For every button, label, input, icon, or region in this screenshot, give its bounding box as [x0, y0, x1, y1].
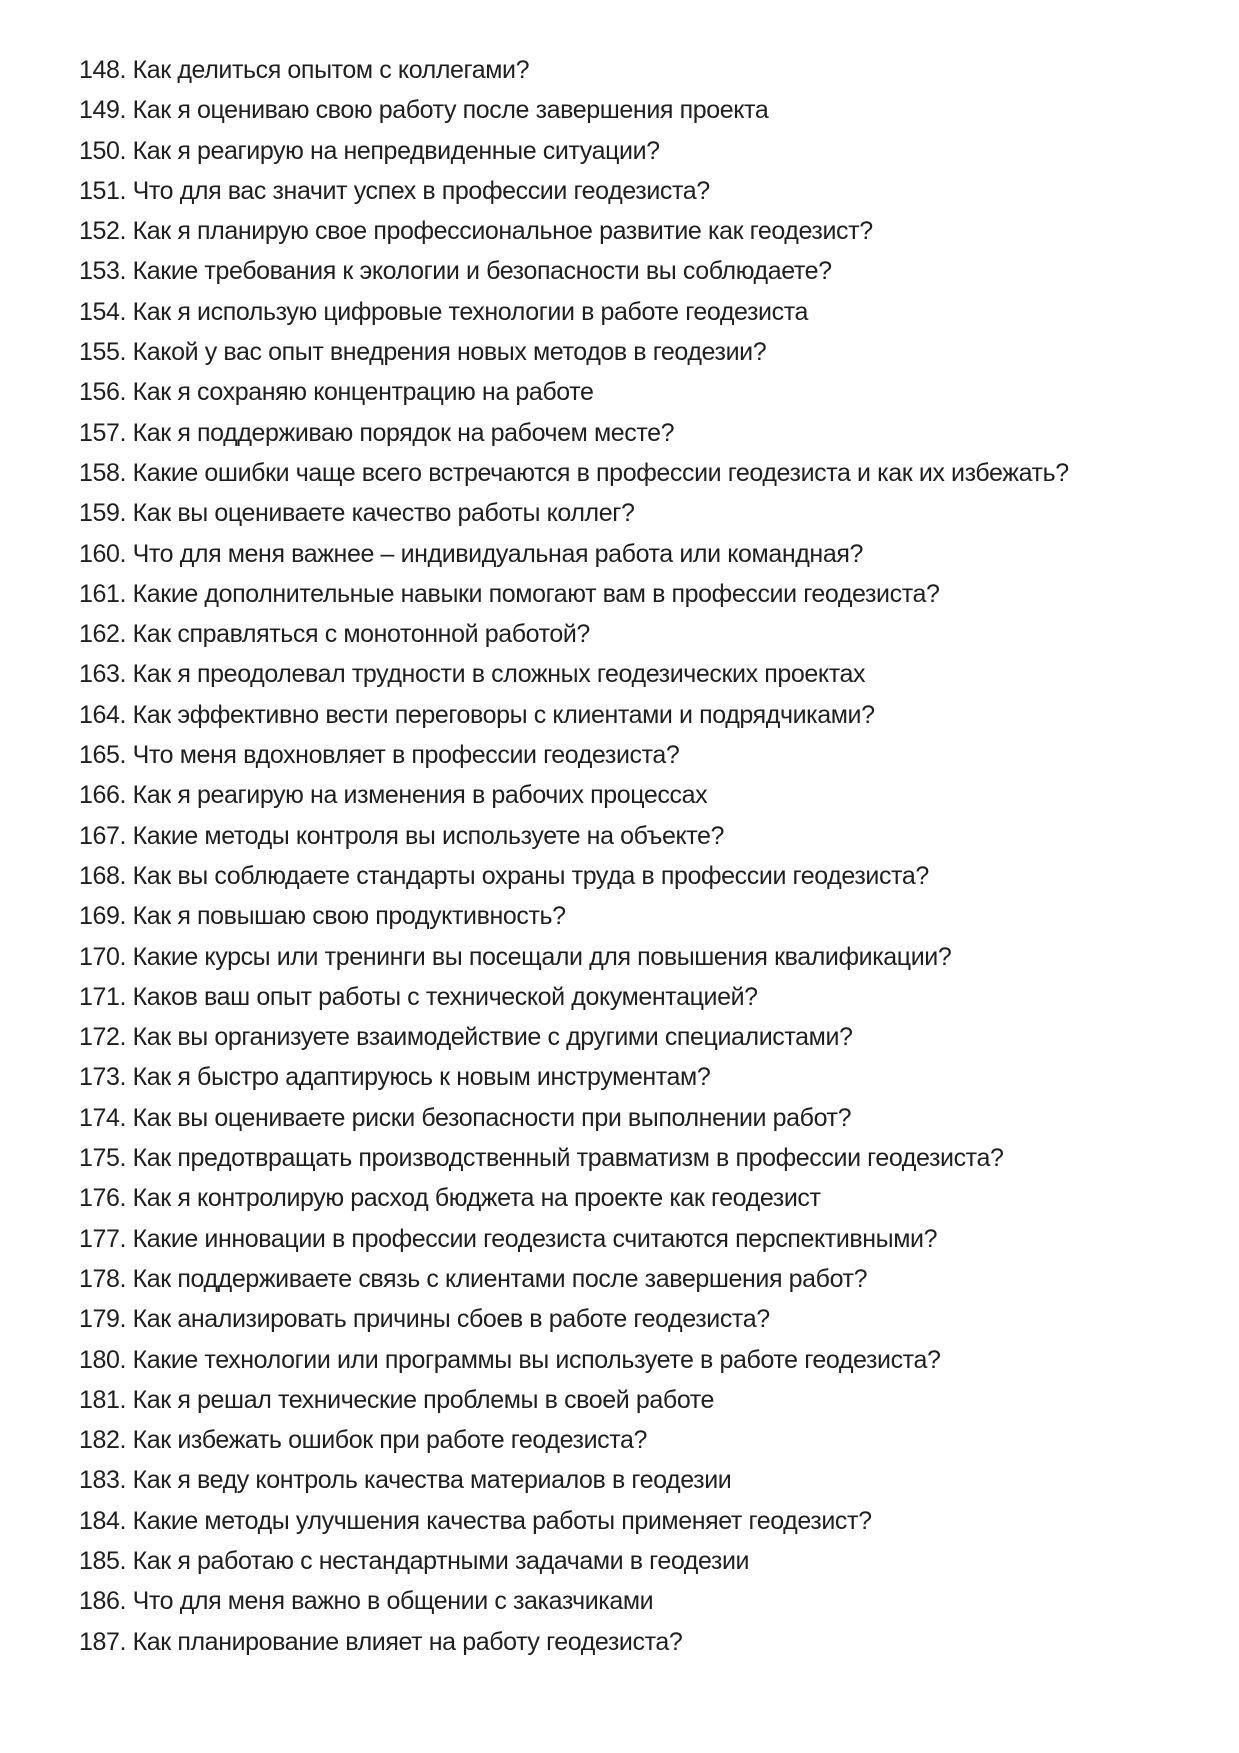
question-number: 186. — [79, 1587, 127, 1616]
question-number: 159. — [79, 499, 127, 528]
question-item — [79, 50, 1199, 90]
question-text: Что для меня важнее – индивидуальная работа или командная? — [132, 539, 863, 568]
question-item — [79, 1098, 1199, 1138]
question-item — [79, 1219, 1199, 1259]
question-item — [79, 453, 1199, 493]
question-number: 173. — [79, 1063, 127, 1092]
question-text: Какие методы улучшения качества работы применяет геодезист? — [132, 1506, 872, 1535]
question-number: 179. — [79, 1305, 127, 1334]
question-number: 172. — [79, 1023, 127, 1052]
question-text: Как я реагирую на изменения в рабочих процессах — [132, 781, 708, 810]
question-number: 180. — [79, 1345, 127, 1374]
question-item — [79, 1501, 1199, 1541]
question-text: Какой у вас опыт внедрения новых методов в геодезии? — [132, 338, 767, 367]
question-number: 167. — [79, 821, 127, 850]
question-text: Как я контролирую расход бюджета на проекте как геодезист — [132, 1184, 821, 1213]
question-number: 169. — [79, 902, 127, 931]
question-text: Как я поддерживаю порядок на рабочем месте? — [132, 418, 675, 447]
question-text: Как планирование влияет на работу геодезиста? — [132, 1627, 683, 1656]
question-number: 157. — [79, 418, 127, 447]
question-item — [79, 251, 1199, 291]
question-number: 185. — [79, 1546, 127, 1575]
question-text: Какие дополнительные навыки помогают вам в профессии геодезиста? — [132, 579, 940, 608]
question-number: 153. — [79, 257, 127, 286]
question-item — [79, 211, 1199, 251]
question-number: 151. — [79, 176, 127, 205]
question-item — [79, 896, 1199, 936]
question-text: Как я сохраняю концентрацию на работе — [132, 378, 594, 407]
question-item — [79, 816, 1199, 856]
question-item — [79, 90, 1199, 130]
question-item — [79, 372, 1199, 412]
question-item — [79, 292, 1199, 332]
question-item — [79, 574, 1199, 614]
question-number: 178. — [79, 1264, 127, 1293]
question-item — [79, 856, 1199, 896]
question-number: 170. — [79, 942, 127, 971]
question-text: Что для вас значит успех в профессии геодезиста? — [132, 176, 710, 205]
question-text: Как вы оцениваете качество работы коллег? — [132, 499, 635, 528]
question-item — [79, 1460, 1199, 1500]
question-text: Как я решал технические проблемы в своей работе — [132, 1385, 715, 1414]
question-item — [79, 654, 1199, 694]
question-number: 148. — [79, 56, 127, 84]
question-number: 158. — [79, 458, 127, 487]
question-number: 184. — [79, 1506, 127, 1535]
question-number: 154. — [79, 297, 127, 326]
question-number: 152. — [79, 217, 127, 246]
question-item — [79, 1299, 1199, 1339]
question-text: Как предотвращать производственный травматизм в профессии геодезиста? — [132, 1144, 1004, 1173]
question-text: Как анализировать причины сбоев в работе геодезиста? — [132, 1305, 770, 1334]
question-number: 166. — [79, 781, 127, 810]
question-number: 187. — [79, 1627, 127, 1656]
question-number: 164. — [79, 700, 127, 729]
question-item — [79, 1420, 1199, 1460]
question-text: Как я оцениваю свою работу после завершения проекта — [132, 96, 769, 125]
question-text: Каков ваш опыт работы с технической документацией? — [132, 982, 758, 1011]
question-item — [79, 493, 1199, 533]
question-number: 177. — [79, 1224, 127, 1253]
question-item — [79, 977, 1199, 1017]
question-text: Как вы соблюдаете стандарты охраны труда в профессии геодезиста? — [132, 861, 929, 890]
question-text: Как эффективно вести переговоры с клиентами и подрядчиками? — [132, 700, 875, 729]
question-number: 160. — [79, 539, 127, 568]
question-number: 181. — [79, 1385, 127, 1414]
question-text: Как я работаю с нестандартными задачами в геодезии — [132, 1546, 750, 1575]
question-text: Как делиться опытом с коллегами? — [132, 56, 530, 84]
question-item — [79, 1541, 1199, 1581]
question-text: Какие требования к экологии и безопасности вы соблюдаете? — [132, 257, 832, 286]
question-item — [79, 534, 1199, 574]
question-item — [79, 1138, 1199, 1178]
question-text: Как я использую цифровые технологии в работе геодезиста — [132, 297, 808, 326]
question-item — [79, 1340, 1199, 1380]
question-number: 165. — [79, 741, 127, 770]
question-text: Какие инновации в профессии геодезиста считаются перспективными? — [132, 1224, 938, 1253]
question-item — [79, 131, 1199, 171]
question-item — [79, 1622, 1199, 1662]
question-number: 174. — [79, 1103, 127, 1132]
question-text: Какие методы контроля вы используете на объекте? — [132, 821, 725, 850]
question-number: 156. — [79, 378, 127, 407]
question-item — [79, 735, 1199, 775]
question-list — [79, 50, 1199, 1662]
question-text: Как я преодолевал трудности в сложных геодезических проектах — [132, 660, 866, 689]
question-text: Как я веду контроль качества материалов в геодезии — [132, 1466, 732, 1495]
question-text: Что меня вдохновляет в профессии геодезиста? — [132, 741, 680, 770]
question-item — [79, 937, 1199, 977]
question-text: Какие технологии или программы вы используете в работе геодезиста? — [132, 1345, 941, 1374]
question-item — [79, 171, 1199, 211]
question-item — [79, 1178, 1199, 1218]
question-number: 155. — [79, 338, 127, 367]
question-number: 175. — [79, 1144, 127, 1173]
question-item — [79, 1259, 1199, 1299]
question-number: 149. — [79, 96, 127, 125]
question-item — [79, 695, 1199, 735]
question-text: Как поддерживаете связь с клиентами после завершения работ? — [132, 1264, 868, 1293]
question-item — [79, 1581, 1199, 1621]
question-item — [79, 332, 1199, 372]
question-number: 176. — [79, 1184, 127, 1213]
question-item — [79, 1057, 1199, 1097]
question-number: 163. — [79, 660, 127, 689]
question-number: 183. — [79, 1466, 127, 1495]
question-item — [79, 775, 1199, 815]
question-number: 182. — [79, 1426, 127, 1455]
question-text: Как я быстро адаптируюсь к новым инструментам? — [132, 1063, 711, 1092]
question-number: 168. — [79, 861, 127, 890]
question-number: 162. — [79, 620, 127, 649]
question-text: Как я реагирую на непредвиденные ситуации? — [132, 136, 660, 165]
question-item — [79, 1017, 1199, 1057]
question-text: Как я повышаю свою продуктивность? — [132, 902, 566, 931]
question-item — [79, 614, 1199, 654]
question-text: Как вы оцениваете риски безопасности при выполнении работ? — [132, 1103, 852, 1132]
question-item — [79, 413, 1199, 453]
question-item — [79, 1380, 1199, 1420]
question-text: Как избежать ошибок при работе геодезиста? — [132, 1426, 648, 1455]
question-number: 161. — [79, 579, 127, 608]
question-text: Какие ошибки чаще всего встречаются в профессии геодезиста и как их избежать? — [132, 458, 1069, 487]
question-number: 171. — [79, 982, 127, 1011]
question-text: Какие курсы или тренинги вы посещали для повышения квалификации? — [132, 942, 952, 971]
question-text: Что для меня важно в общении с заказчиками — [132, 1587, 654, 1616]
question-text: Как вы организуете взаимодействие с другими специалистами? — [132, 1023, 853, 1052]
question-number: 150. — [79, 136, 127, 165]
question-text: Как я планирую свое профессиональное развитие как геодезист? — [132, 217, 873, 246]
question-text: Как справляться с монотонной работой? — [132, 620, 590, 649]
